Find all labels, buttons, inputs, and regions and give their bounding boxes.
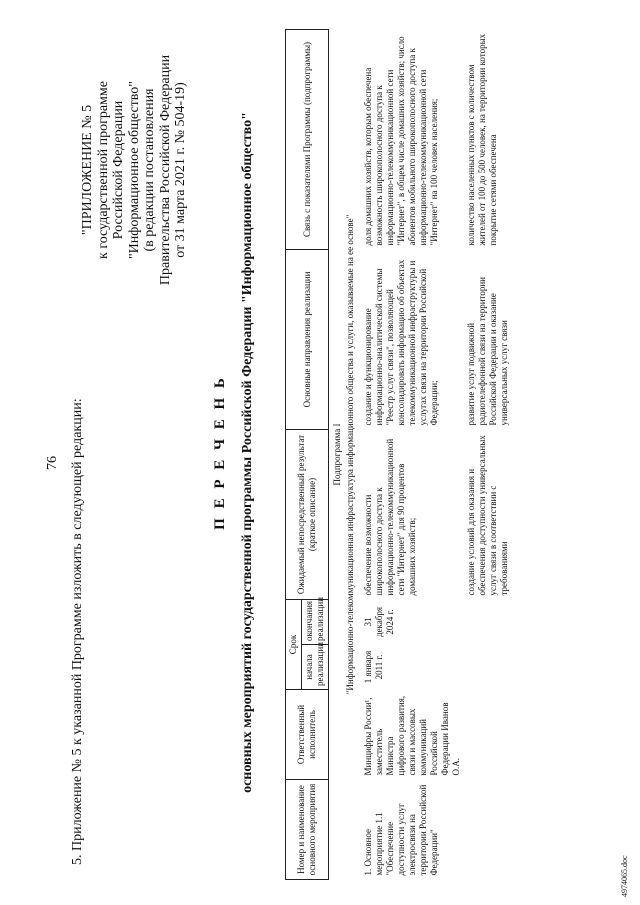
measures-table [285,29,512,880]
row-number: 1. [363,868,373,876]
cell-indicators: количество населенных пунктов с количеством жителей от 100 до 500 человек, на территории которых покрытие сетями обеспечена [466,33,498,246]
appendix-line: "ПРИЛОЖЕНИЕ № 5 [80,104,95,236]
page-number: 76 [45,456,60,470]
measure-name: Основное мероприятие 1.1 "Обеспечение доступности услуг электросвязи на территории Российской Федерации" [363,784,439,876]
footer-file-code: 4974065.doc [620,855,629,897]
header-term-end: окончания реализации [302,599,329,644]
header-number-name: Номер и наименование основного мероприятия [286,780,329,880]
table-row [361,29,464,879]
cell-executor: Минцифры России¹, заместитель Министра цифрового развития, связи и массовых коммуникаций Российской Федерации Иванов О.А. [363,695,461,776]
cell-start [464,645,512,690]
cell-start: 1 января 2011 г. [363,650,384,684]
header-term-start: начала реализации [302,645,329,690]
cell-end [464,599,512,644]
appendix-line: Российской Федерации [111,100,126,240]
appendix-line: (в редакции постановления [142,88,157,252]
cell-executor [464,690,512,780]
cell-directions: развитие услуг подвижной радиотелефонной связи на территории Российской Федерации и оказание универсальных услуг связи [466,277,509,426]
cell-indicators: доля домашних хозяйств, которым обеспечена возможность широкополосного доступа к информационно-телекоммуникационной сети "Интернет", в общем числе домашних хозяйств; число абонентов мобильного широкополосного доступа к информационно-телекоммуникационной сети "Интернет" на 100 человек населения; [363,36,439,246]
header-indicators: Связь с показателями Программы (подпрограммы) [286,29,329,249]
cell-number-name [464,780,512,880]
cell-result: создание условий для оказания и обеспечения доступности универсальных услуг связи в соответствии с требованиями [466,435,509,596]
header-result: Ожидаемый непосредственный результат (краткое описание) [286,429,329,599]
subprogram-title-row [329,29,345,879]
appendix-line: к государственной программе [95,81,111,259]
intro-line: 5. Приложение № 5 к указанной Программе изложить в следующей редакции: [70,398,85,865]
document-title: П Е Р Е Ч Е Н Ь [212,375,228,530]
cell-result: обеспечение возможности широкополосного доступа к информационно-телекоммуникационной сети "Интернет" для 90 процентов домашних хозяйств; [363,438,417,596]
table-header-row [286,29,302,879]
document-subtitle: основных мероприятий государственной программы Российской Федерации "Информационное общество" [240,112,255,793]
table-row [464,29,512,879]
appendix-block [80,35,189,305]
cell-directions: создание и функционирование информационно-аналитической системы "Реестр услуг связи", позволяющей консолидировать информацию об объектах телекоммуникационной инфраструктуры и услугах связи на территории Российской Федерации; [363,259,439,426]
cell-number-name [361,780,464,880]
appendix-line: "Информационное общество" [126,80,142,260]
header-directions: Основные направления реализации [286,249,329,429]
appendix-line: от 31 марта 2021 г. № 504-19) [173,82,188,258]
subprogram-title: Подпрограмма I [332,423,342,486]
header-executor: Ответственный исполнитель [286,690,329,780]
cell-end: 31 декабря 2024 г. [363,606,395,638]
header-term: Срок [286,599,302,689]
appendix-line: Правительства Российской Федерации [157,54,173,286]
subprogram-name: "Информационно-телекоммуникационная инфраструктура информационного общества и услуги, оказываемые на ее основе" [345,214,355,695]
subprogram-name-row [344,29,361,879]
